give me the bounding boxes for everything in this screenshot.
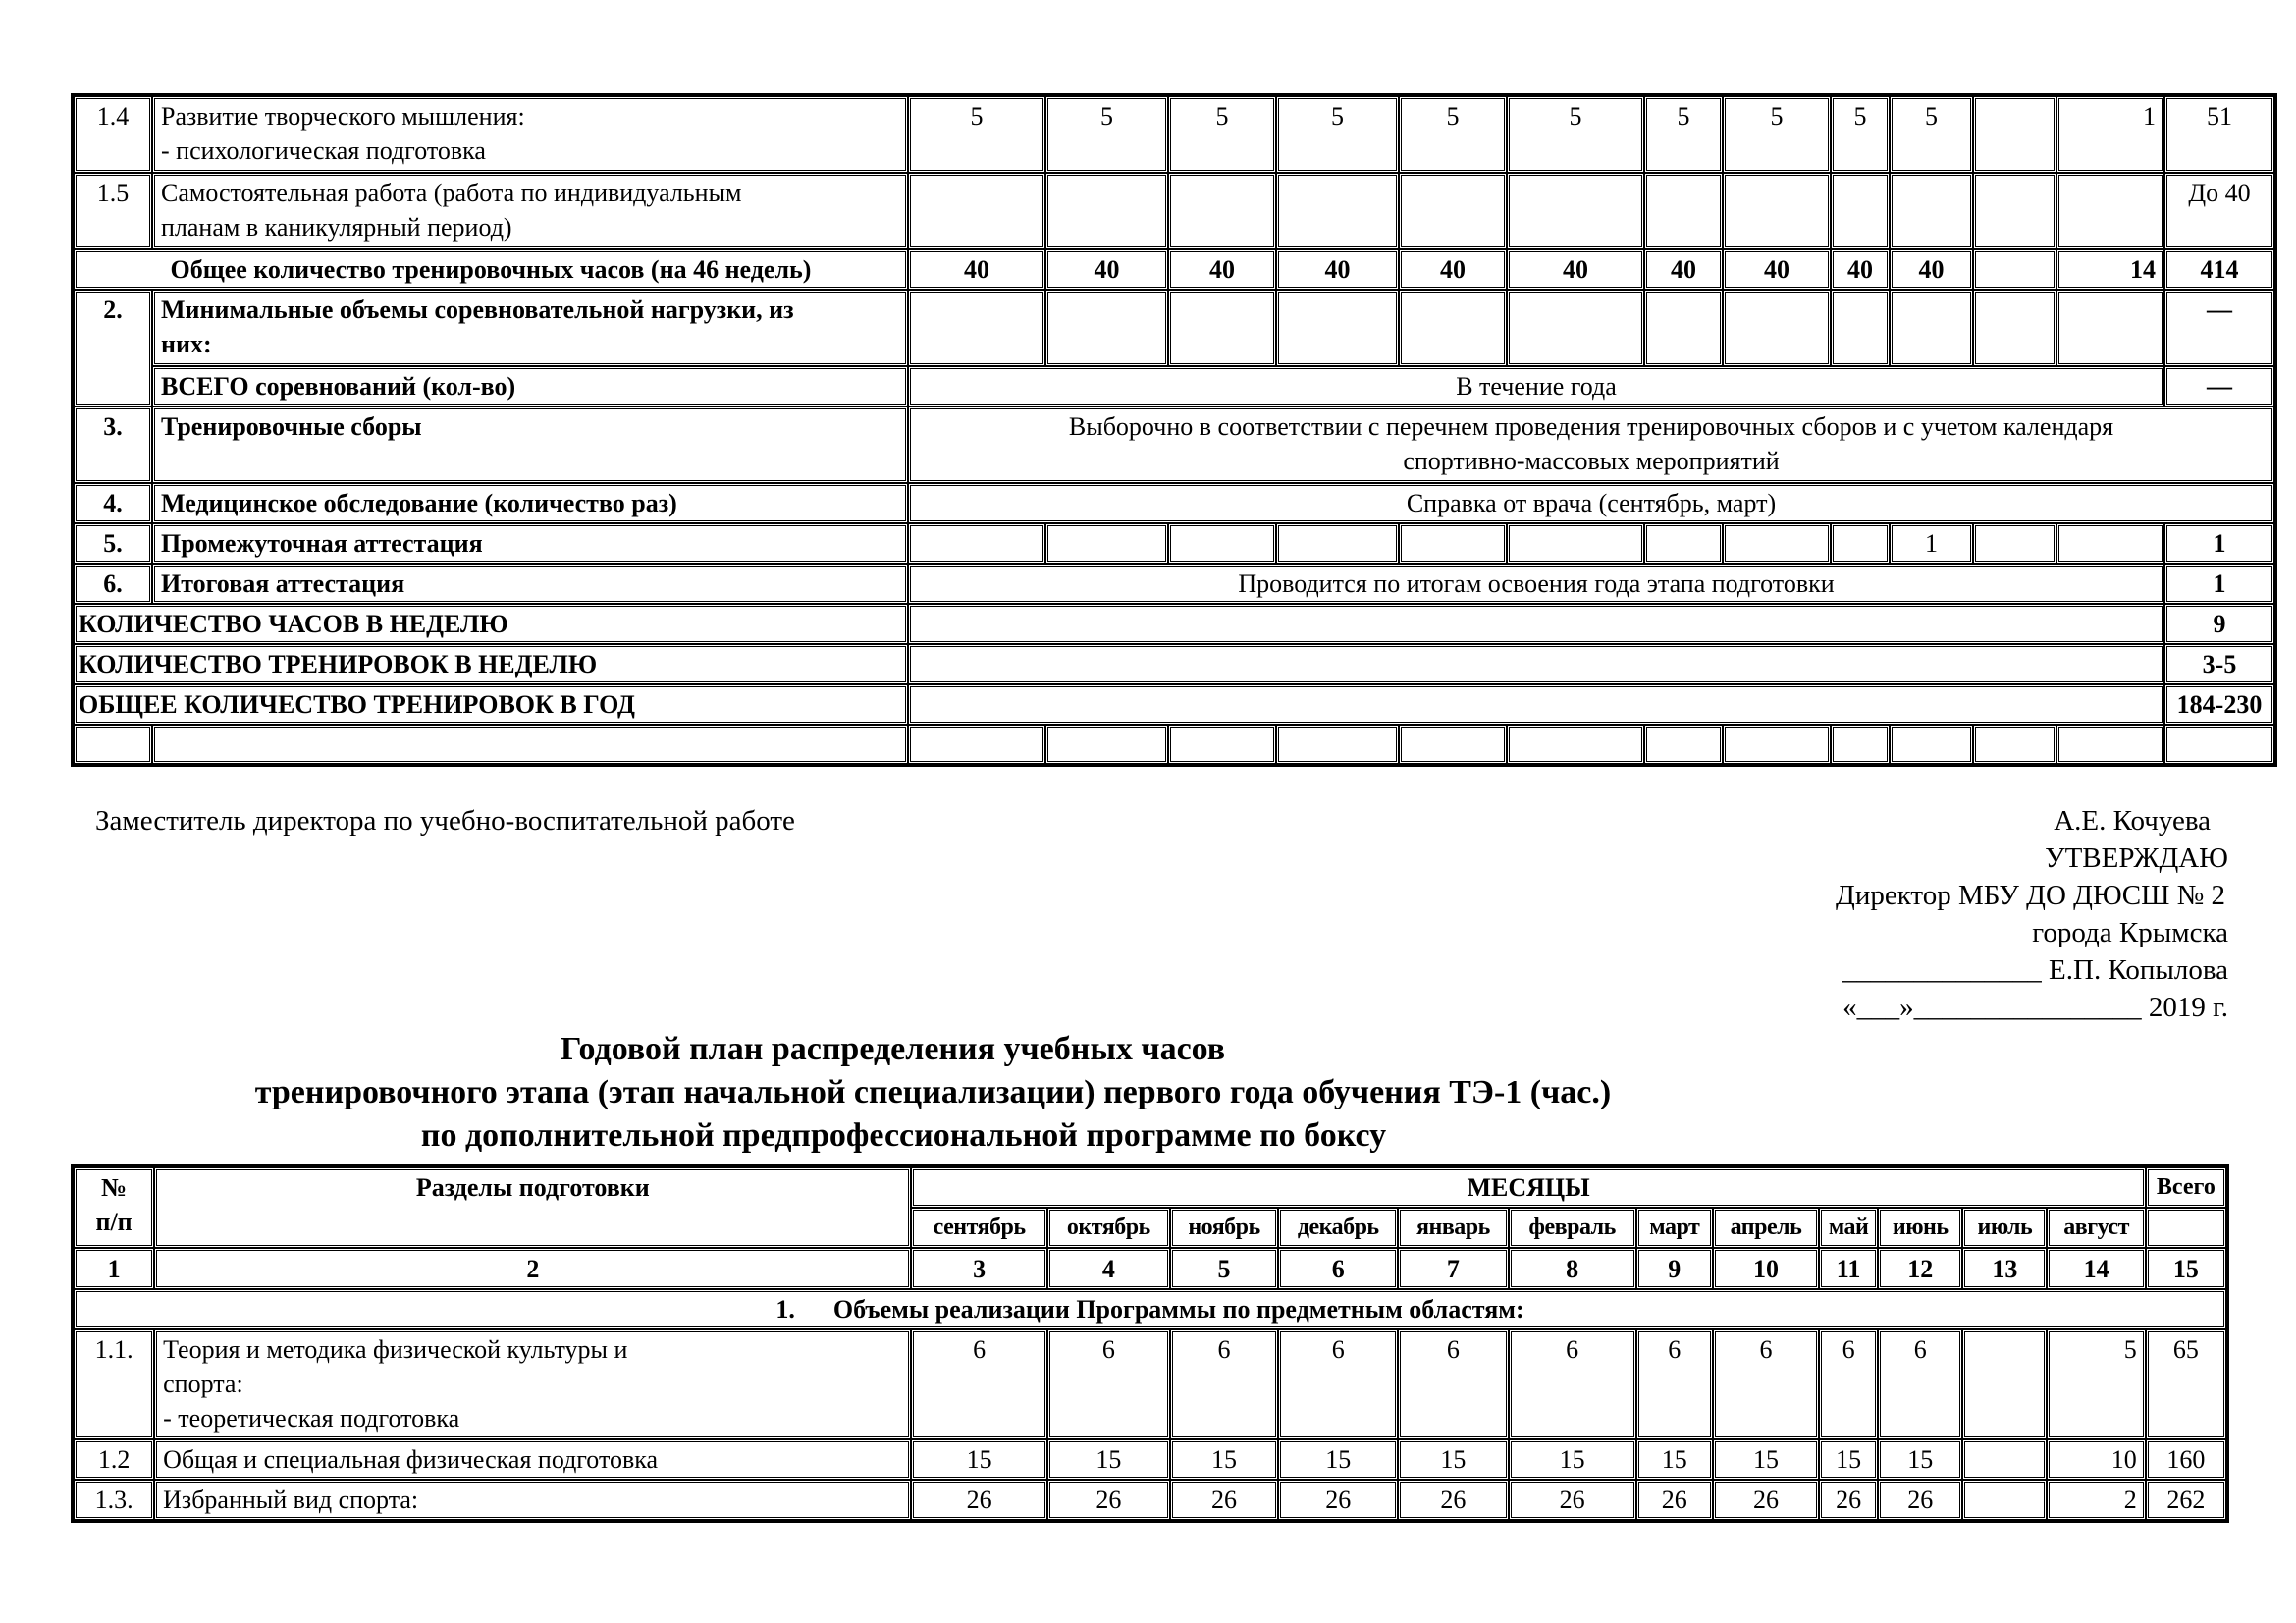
- table-row: [74, 644, 2274, 684]
- cell: 14: [2056, 249, 2164, 290]
- row-title: Самостоятельная работа (работа по индивидуальным планам в каникулярный период): [152, 173, 908, 249]
- row-title: КОЛИЧЕСТВО ЧАСОВ В НЕДЕЛЮ: [74, 604, 908, 644]
- month-header: апрель: [1713, 1208, 1819, 1248]
- column-number: 15: [2146, 1248, 2226, 1289]
- total-cell: 1: [2164, 564, 2274, 604]
- row-title: Итоговая аттестация: [152, 564, 908, 604]
- column-header-sections: Разделы подготовки: [154, 1167, 911, 1248]
- month-header: март: [1636, 1208, 1713, 1248]
- column-number: 7: [1398, 1248, 1508, 1289]
- row-title: Общее количество тренировочных часов (на 46 недель): [74, 249, 908, 290]
- column-header-number: № п/п: [74, 1167, 154, 1248]
- cell: 5: [1045, 96, 1168, 173]
- table-row: [74, 406, 2274, 483]
- cell: 40: [1507, 249, 1644, 290]
- column-number: 2: [154, 1248, 911, 1289]
- cell: [1890, 725, 1973, 764]
- cell: 40: [1399, 249, 1507, 290]
- approval-heading: УТВЕРЖДАЮ: [2045, 842, 2228, 874]
- training-hours-table-continuation: [71, 93, 2277, 767]
- cell: [1890, 173, 1973, 249]
- cell: 40: [908, 249, 1045, 290]
- row-number: 5.: [74, 523, 152, 564]
- column-number: 11: [1819, 1248, 1878, 1289]
- cell: [1890, 290, 1973, 366]
- merged-cell: [908, 644, 2164, 684]
- cell: 5: [2047, 1329, 2145, 1439]
- column-number: 8: [1509, 1248, 1636, 1289]
- row-number: 1.3.: [74, 1480, 154, 1520]
- cell: 40: [1723, 249, 1831, 290]
- cell: [1831, 725, 1890, 764]
- total-cell: 184-230: [2164, 684, 2274, 725]
- row-number: 1.1.: [74, 1329, 154, 1439]
- approval-city: города Крымска: [2032, 917, 2228, 948]
- section-title: 1. Объемы реализации Программы по предметным областям:: [74, 1289, 2226, 1329]
- row-title: Теория и методика физической культуры и спорта: - теоретическая подготовка: [154, 1329, 911, 1439]
- cell: 15: [1819, 1439, 1878, 1480]
- total-cell: 65: [2146, 1329, 2226, 1439]
- cell: 6: [1047, 1329, 1170, 1439]
- cell: [1644, 523, 1723, 564]
- cell: 40: [1831, 249, 1890, 290]
- row-title: Тренировочные сборы: [152, 406, 908, 483]
- cell: 6: [911, 1329, 1046, 1439]
- table-row: [74, 366, 2274, 406]
- column-number: 12: [1878, 1248, 1962, 1289]
- table-row: [74, 483, 2274, 523]
- row-number: 1.4: [74, 96, 152, 173]
- deputy-name: А.Е. Кочуева: [2054, 805, 2211, 837]
- plan-title-line1: Годовой план распределения учебных часов: [560, 1031, 1226, 1067]
- table-row: [74, 96, 2274, 173]
- table-row: [74, 604, 2274, 644]
- row-number: 1.5: [74, 173, 152, 249]
- cell: [1644, 290, 1723, 366]
- cell: 26: [1509, 1480, 1636, 1520]
- cell: 1: [1890, 523, 1973, 564]
- table-row: [74, 1329, 2226, 1439]
- cell: 5: [1890, 96, 1973, 173]
- total-cell: До 40: [2164, 173, 2274, 249]
- row-title: Избранный вид спорта:: [154, 1480, 911, 1520]
- row-number: 6.: [74, 564, 152, 604]
- cell: [1962, 1480, 2047, 1520]
- row-number: 2.: [74, 290, 152, 406]
- cell: [1399, 523, 1507, 564]
- column-number: 10: [1713, 1248, 1819, 1289]
- month-header: сентябрь: [911, 1208, 1046, 1248]
- cell: 26: [1398, 1480, 1508, 1520]
- total-cell: 414: [2164, 249, 2274, 290]
- cell: [152, 725, 908, 764]
- cell: [1276, 290, 1399, 366]
- column-number: 1: [74, 1248, 154, 1289]
- cell: [1168, 523, 1276, 564]
- cell: [1962, 1329, 2047, 1439]
- month-header: декабрь: [1278, 1208, 1398, 1248]
- total-cell: 9: [2164, 604, 2274, 644]
- cell: [1045, 523, 1168, 564]
- cell: 26: [911, 1480, 1046, 1520]
- cell: 15: [1636, 1439, 1713, 1480]
- column-header-months: МЕСЯЦЫ: [911, 1167, 2145, 1208]
- cell: 5: [1723, 96, 1831, 173]
- cell: [1973, 96, 2056, 173]
- cell: 26: [1878, 1480, 1962, 1520]
- cell: [1723, 725, 1831, 764]
- column-number: 9: [1636, 1248, 1713, 1289]
- cell: [1399, 725, 1507, 764]
- cell: [1045, 290, 1168, 366]
- row-number: 4.: [74, 483, 152, 523]
- annual-plan-table: [71, 1164, 2229, 1523]
- cell: [1723, 523, 1831, 564]
- cell: 6: [1636, 1329, 1713, 1439]
- cell: [1723, 173, 1831, 249]
- cell: [1399, 290, 1507, 366]
- cell: [1507, 725, 1644, 764]
- cell: 15: [1398, 1439, 1508, 1480]
- row-title: Медицинское обследование (количество раз): [152, 483, 908, 523]
- cell: 6: [1878, 1329, 1962, 1439]
- cell: 6: [1170, 1329, 1278, 1439]
- cell: [1045, 725, 1168, 764]
- merged-cell: Справка от врача (сентябрь, март): [908, 483, 2274, 523]
- cell: 26: [1636, 1480, 1713, 1520]
- merged-cell: В течение года: [908, 366, 2164, 406]
- cell: 6: [1713, 1329, 1819, 1439]
- cell: [1168, 290, 1276, 366]
- merged-cell: [908, 604, 2164, 644]
- section-row: [74, 1289, 2226, 1329]
- total-cell: —: [2164, 366, 2274, 406]
- plan-title-line3: по дополнительной предпрофессиональной программе по боксу: [420, 1117, 1387, 1154]
- column-number: 13: [1962, 1248, 2047, 1289]
- row-number: 3.: [74, 406, 152, 483]
- cell: 5: [1276, 96, 1399, 173]
- cell: 5: [1831, 96, 1890, 173]
- table-row: [74, 249, 2274, 290]
- cell: 6: [1819, 1329, 1878, 1439]
- column-number: 4: [1047, 1248, 1170, 1289]
- cell: 2: [2047, 1480, 2145, 1520]
- cell: [1973, 523, 2056, 564]
- total-cell: 262: [2146, 1480, 2226, 1520]
- cell: [1276, 523, 1399, 564]
- cell: 1: [2056, 96, 2164, 173]
- cell: [2056, 725, 2164, 764]
- cell: [1831, 523, 1890, 564]
- cell: [908, 725, 1045, 764]
- table-row: [74, 173, 2274, 249]
- cell: [1507, 523, 1644, 564]
- cell: 40: [1045, 249, 1168, 290]
- cell: [1168, 173, 1276, 249]
- table-row: [74, 1480, 2226, 1520]
- total-cell: 3-5: [2164, 644, 2274, 684]
- cell: [1276, 173, 1399, 249]
- cell: [2164, 725, 2274, 764]
- cell: 6: [1509, 1329, 1636, 1439]
- cell: [1723, 290, 1831, 366]
- cell: 5: [1507, 96, 1644, 173]
- cell: [2146, 1208, 2226, 1248]
- cell: [908, 290, 1045, 366]
- cell: 40: [1168, 249, 1276, 290]
- table-row: [74, 290, 2274, 366]
- table-row: [74, 684, 2274, 725]
- row-number: 1.2: [74, 1439, 154, 1480]
- cell: [1168, 725, 1276, 764]
- approval-signature-line: ______________ Е.П. Копылова: [1842, 954, 2228, 986]
- month-header: январь: [1398, 1208, 1508, 1248]
- cell: 40: [1890, 249, 1973, 290]
- plan-title-line2: тренировочного этапа (этап начальной специализации) первого года обучения ТЭ-1 (час.): [254, 1074, 1612, 1110]
- approval-director: Директор МБУ ДО ДЮСШ № 2: [1836, 880, 2225, 911]
- cell: 40: [1644, 249, 1723, 290]
- header-row: [74, 1167, 2226, 1208]
- cell: 15: [1047, 1439, 1170, 1480]
- cell: 10: [2047, 1439, 2145, 1480]
- cell: 26: [1170, 1480, 1278, 1520]
- cell: 15: [1713, 1439, 1819, 1480]
- cell: 15: [1170, 1439, 1278, 1480]
- total-cell: —: [2164, 290, 2274, 366]
- merged-cell: [908, 684, 2164, 725]
- row-title: Общая и специальная физическая подготовка: [154, 1439, 911, 1480]
- column-number: 5: [1170, 1248, 1278, 1289]
- cell: 26: [1278, 1480, 1398, 1520]
- row-title: ВСЕГО соревнований (кол-во): [152, 366, 908, 406]
- month-header: июнь: [1878, 1208, 1962, 1248]
- cell: [1973, 173, 2056, 249]
- cell: 6: [1398, 1329, 1508, 1439]
- approval-date-line: «___»________________ 2019 г.: [1842, 992, 2228, 1023]
- cell: [1644, 173, 1723, 249]
- deputy-position: Заместитель директора по учебно-воспитательной работе: [95, 805, 795, 837]
- cell: [1644, 725, 1723, 764]
- column-number: 6: [1278, 1248, 1398, 1289]
- cell: 40: [1276, 249, 1399, 290]
- cell: [1973, 290, 2056, 366]
- month-header: октябрь: [1047, 1208, 1170, 1248]
- cell: [1276, 725, 1399, 764]
- row-title: Минимальные объемы соревновательной нагрузки, из них:: [152, 290, 908, 366]
- row-title: Промежуточная аттестация: [152, 523, 908, 564]
- cell: [74, 725, 152, 764]
- merged-cell: Проводится по итогам освоения года этапа подготовки: [908, 564, 2164, 604]
- row-title: ОБЩЕЕ КОЛИЧЕСТВО ТРЕНИРОВОК В ГОД: [74, 684, 908, 725]
- cell: [2056, 523, 2164, 564]
- cell: 26: [1047, 1480, 1170, 1520]
- cell: 5: [1168, 96, 1276, 173]
- column-number-row: [74, 1248, 2226, 1289]
- cell: 6: [1278, 1329, 1398, 1439]
- total-cell: 160: [2146, 1439, 2226, 1480]
- month-header: июль: [1962, 1208, 2047, 1248]
- cell: 5: [908, 96, 1045, 173]
- month-header: ноябрь: [1170, 1208, 1278, 1248]
- table-row: [74, 725, 2274, 764]
- cell: 5: [1644, 96, 1723, 173]
- cell: [2056, 290, 2164, 366]
- total-cell: 51: [2164, 96, 2274, 173]
- cell: [1962, 1439, 2047, 1480]
- cell: [2056, 173, 2164, 249]
- month-header: май: [1819, 1208, 1878, 1248]
- row-title: КОЛИЧЕСТВО ТРЕНИРОВОК В НЕДЕЛЮ: [74, 644, 908, 684]
- table-row: [74, 564, 2274, 604]
- cell: 26: [1713, 1480, 1819, 1520]
- cell: [908, 173, 1045, 249]
- cell: [1507, 290, 1644, 366]
- column-number: 14: [2047, 1248, 2145, 1289]
- cell: 15: [1878, 1439, 1962, 1480]
- table-row: [74, 1439, 2226, 1480]
- cell: 15: [911, 1439, 1046, 1480]
- cell: 15: [1509, 1439, 1636, 1480]
- table-row: [74, 523, 2274, 564]
- month-header: август: [2047, 1208, 2145, 1248]
- cell: 26: [1819, 1480, 1878, 1520]
- row-title: Развитие творческого мышления: - психологическая подготовка: [152, 96, 908, 173]
- total-cell: 1: [2164, 523, 2274, 564]
- cell: [1831, 173, 1890, 249]
- cell: 15: [1278, 1439, 1398, 1480]
- cell: [1507, 173, 1644, 249]
- month-header: февраль: [1509, 1208, 1636, 1248]
- cell: [1045, 173, 1168, 249]
- cell: [908, 523, 1045, 564]
- cell: [1973, 725, 2056, 764]
- cell: [1831, 290, 1890, 366]
- cell: [1973, 249, 2056, 290]
- cell: [1399, 173, 1507, 249]
- merged-cell: Выборочно в соответствии с перечнем проведения тренировочных сборов и с учетом календаря спортивно-массовых мероприятий: [908, 406, 2274, 483]
- column-number: 3: [911, 1248, 1046, 1289]
- cell: 5: [1399, 96, 1507, 173]
- column-header-total: Всего: [2146, 1167, 2226, 1208]
